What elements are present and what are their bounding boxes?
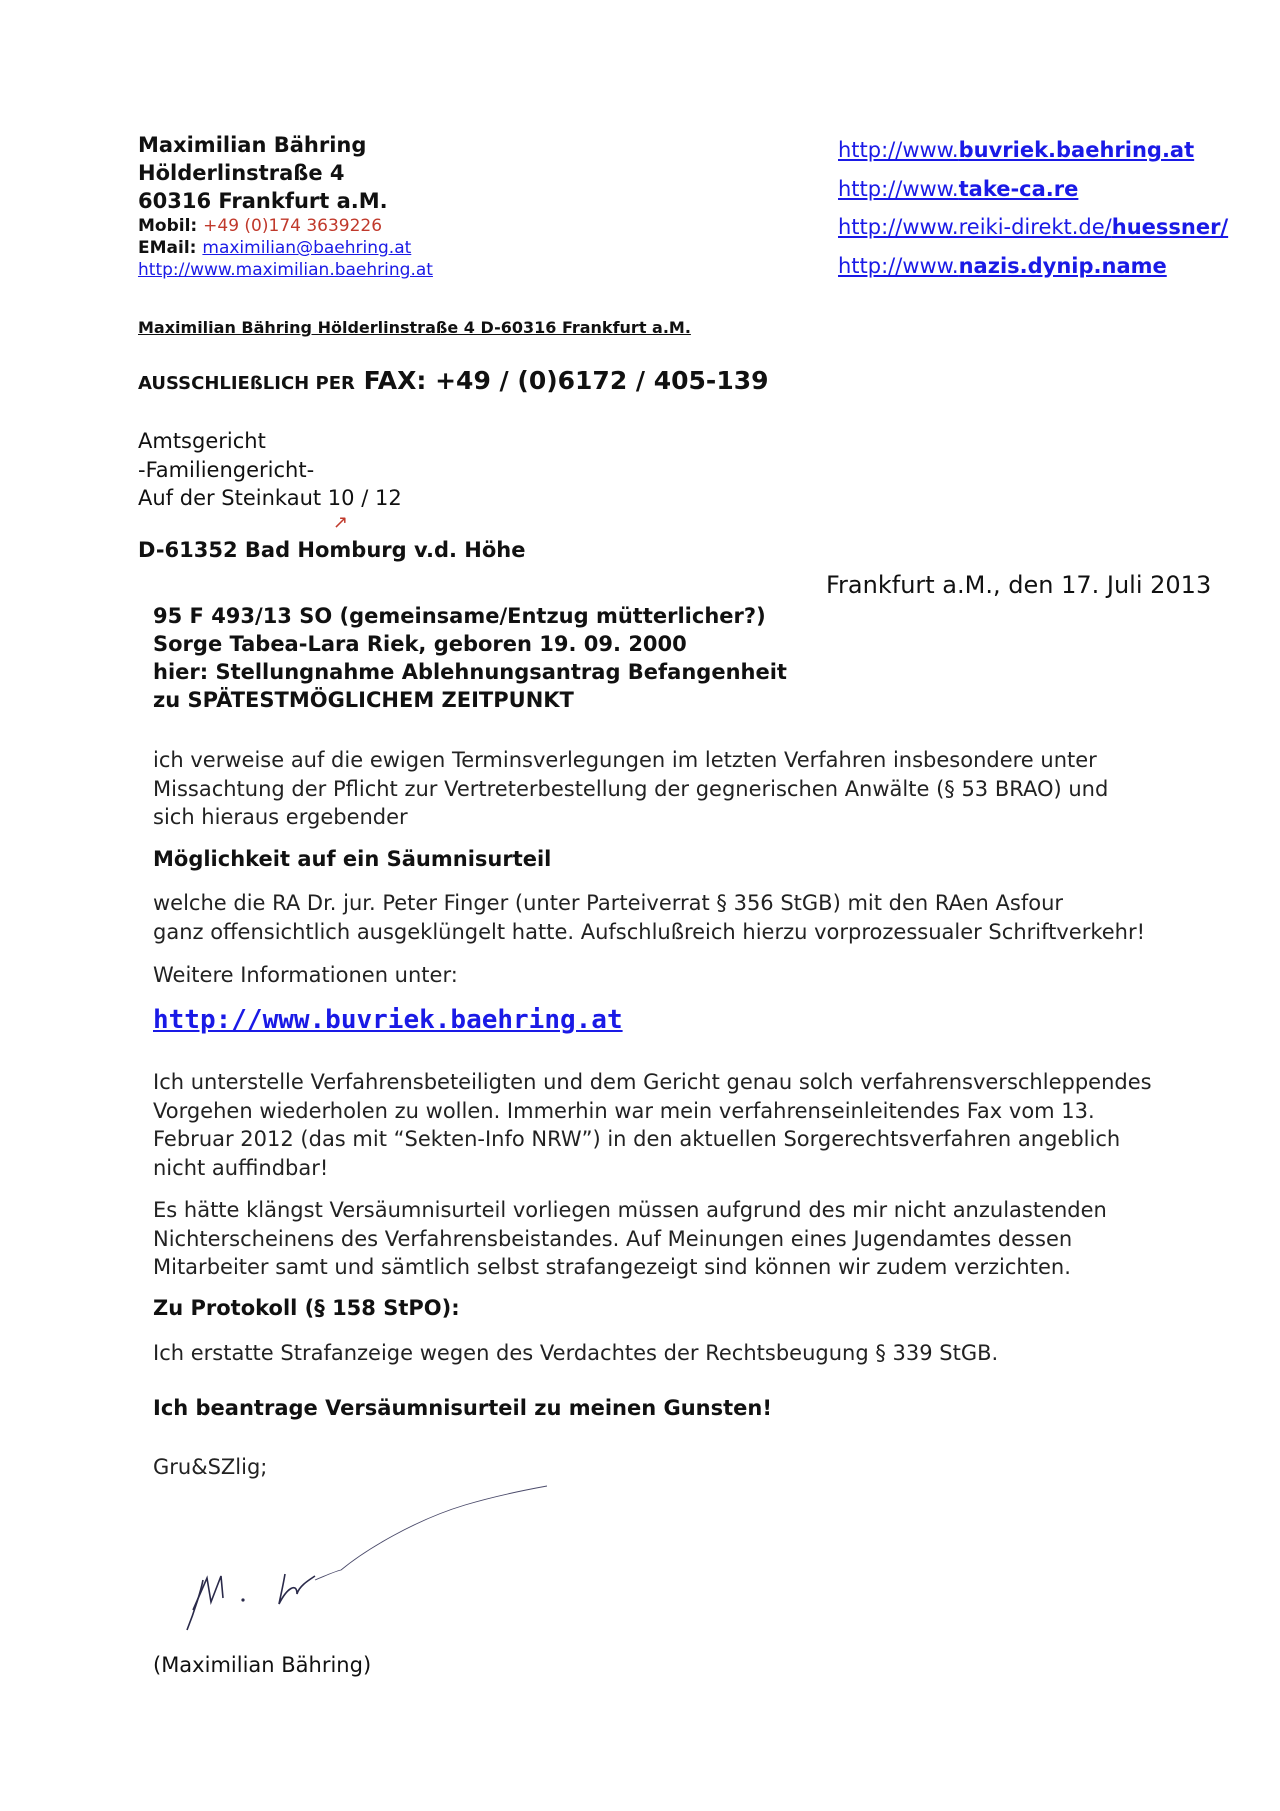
sender-email	[138, 237, 433, 259]
recipient-address	[138, 427, 402, 513]
sender-website-link[interactable]: http://www.maximilian.baehring.at	[138, 260, 433, 280]
sender-street: Hölderlinstraße 4	[138, 161, 345, 185]
body-paragraph-1	[153, 746, 1108, 832]
signature-image	[165, 1470, 565, 1650]
link-reiki[interactable]: http://www.reiki-direkt.de/huessner/	[838, 215, 1229, 239]
subject-line: zu SPÄTESTMÖGLICHEM ZEITPUNKT	[153, 688, 574, 712]
text-line: ich verweise auf die ewigen Terminsverlegungen im letzten Verfahren insbesondere unter	[153, 748, 1097, 772]
text-line: Es hätte klängst Versäumnisurteil vorliegen müssen aufgrund des mir nicht anzulastenden	[153, 1198, 1107, 1222]
body-paragraph-2	[153, 889, 1145, 946]
sender-web	[138, 259, 433, 281]
text-line: Mitarbeiter samt und sämtlich selbst strafangezeigt sind können wir zudem verzichten.	[153, 1255, 1071, 1279]
sender-name: Maximilian Bähring	[138, 133, 367, 157]
text-line: welche die RA Dr. jur. Peter Finger (unter Parteiverrat § 356 StGB) mit den RAen Asfour	[153, 891, 1064, 915]
text-line: ganz offensichtlich ausgeklüngelt hatte. Aufschlußreich hierzu vorprozessualer Schriftverkehr!	[153, 919, 1146, 944]
subject-line: 95 F 493/13 SO (gemeinsame/Entzug mütterlicher?)	[153, 604, 766, 628]
fax-line	[138, 366, 769, 395]
greeting: Gru&SZlig;	[153, 1455, 268, 1479]
heading-saeumnisurteil: Möglichkeit auf ein Säumnisurteil	[153, 847, 552, 871]
text-line: Vorgehen wiederholen zu wollen. Immerhin war mein verfahrenseinleitendes Fax vom 13.	[153, 1098, 1095, 1123]
text-line: nicht auffindbar!	[153, 1155, 329, 1180]
sender-block	[138, 131, 433, 281]
fax-number: FAX: +49 / (0)6172 / 405-139	[363, 366, 769, 395]
subject-line: hier: Stellungnahme Ablehnungsantrag Befangenheit	[153, 660, 787, 684]
sender-city: 60316 Frankfurt a.M.	[138, 189, 388, 213]
text-line: Februar 2012 (das mit “Sekten-Info NRW”) in den aktuellen Sorgerechtsverfahren angeblich	[153, 1127, 1121, 1151]
sender-mobil	[138, 215, 433, 237]
body-paragraph-4	[153, 1196, 1107, 1282]
email-link[interactable]: maximilian@baehring.at	[202, 238, 412, 258]
subject-block	[153, 602, 787, 714]
link-take-care[interactable]: http://www.take-ca.re	[838, 176, 1079, 201]
text-line: Nichterscheinens des Verfahrensbeistandes. Auf Meinungen eines Jugendamtes dessen	[153, 1226, 1073, 1251]
body-paragraph-5: Ich erstatte Strafanzeige wegen des Verdachtes der Rechtsbeugung § 339 StGB.	[153, 1341, 999, 1365]
link-buvriek[interactable]: http://www.buvriek.baehring.at	[838, 138, 1195, 162]
body-paragraph-3	[153, 1068, 1152, 1182]
recipient-street: Auf der Steinkaut 10 / 12	[138, 486, 402, 510]
letter-date: Frankfurt a.M., den 17. Juli 2013	[826, 571, 1212, 599]
arrow-icon: ↗	[333, 512, 349, 533]
text-line: sich hieraus ergebender	[153, 805, 408, 829]
recipient-department: -Familiengericht-	[138, 457, 315, 482]
more-info-label: Weitere Informationen unter:	[153, 963, 458, 987]
mobil-number: +49 (0)174 3639226	[203, 216, 383, 236]
text-line: Ich unterstelle Verfahrensbeteiligten und dem Gericht genau solch verfahrensverschleppendes	[153, 1070, 1152, 1094]
email-label: EMail:	[138, 238, 197, 258]
mobil-label: Mobil:	[138, 216, 198, 236]
text-line: Missachtung der Pflicht zur Vertreterbestellung der gegnerischen Anwälte (§ 53 BRAO) und	[153, 776, 1109, 801]
recipient-court: Amtsgericht	[138, 429, 266, 453]
link-nazis[interactable]: http://www.nazis.dynip.name	[838, 253, 1167, 278]
heading-protokoll: Zu Protokoll (§ 158 StPO):	[153, 1296, 460, 1320]
buvriek-url-link[interactable]: http://www.buvriek.baehring.at	[153, 1005, 623, 1035]
fax-prefix: AUSSCHLIEßLICH PER	[138, 373, 355, 394]
signature-name: (Maximilian Bähring)	[153, 1653, 372, 1677]
return-address-line: Maximilian Bähring Hölderlinstraße 4 D-60316 Frankfurt a.M.	[138, 318, 691, 337]
subject-line: Sorge Tabea-Lara Riek, geboren 19. 09. 2000	[153, 632, 687, 656]
recipient-city: D-61352 Bad Homburg v.d. Höhe	[138, 538, 526, 562]
header-links	[838, 131, 1228, 285]
heading-antrag: Ich beantrage Versäumnisurteil zu meinen Gunsten!	[153, 1396, 772, 1420]
